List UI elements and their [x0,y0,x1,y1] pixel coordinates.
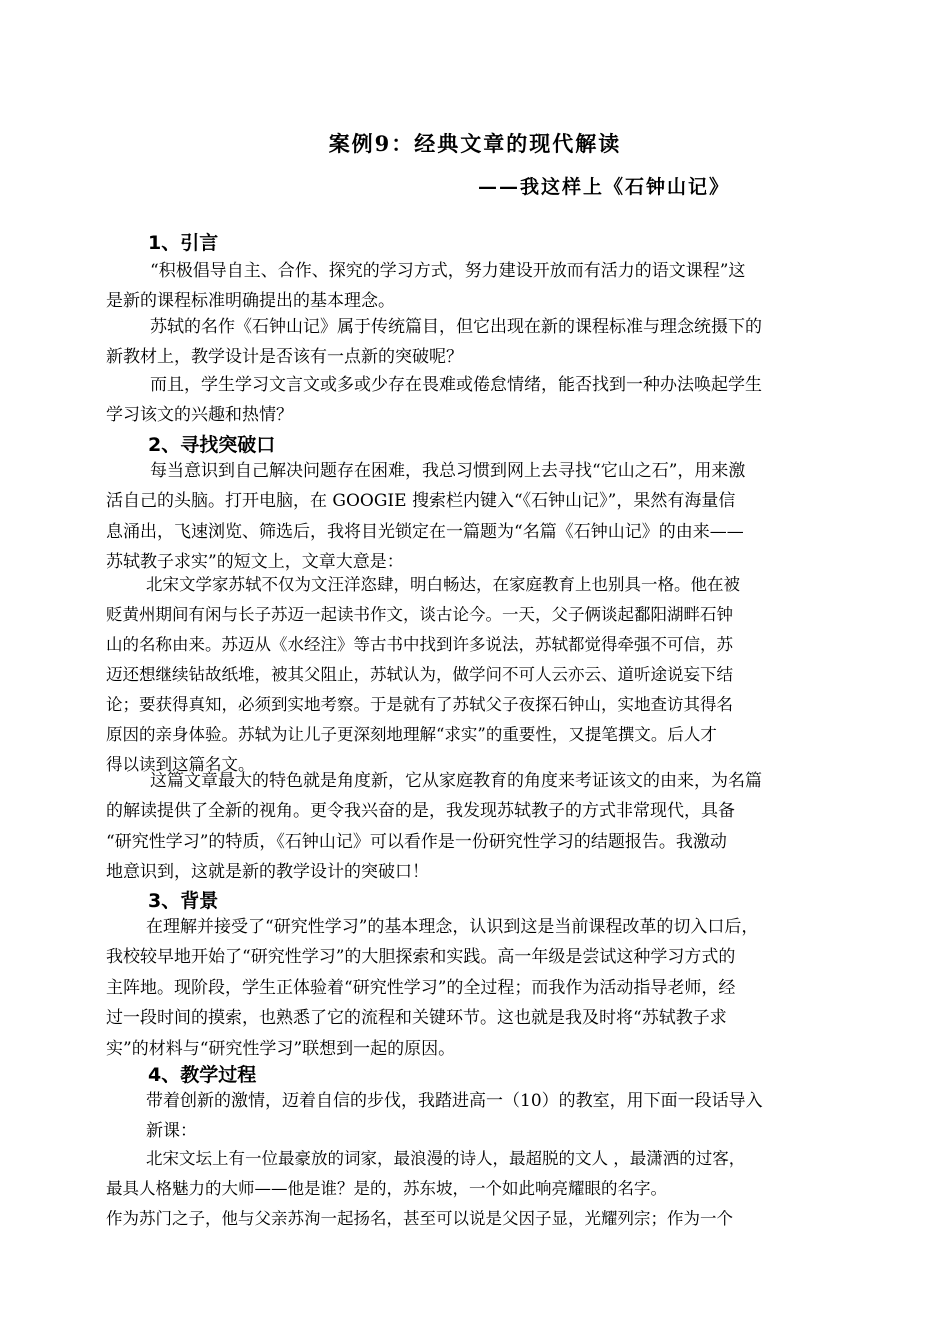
text-line: 新课： [146,1121,197,1142]
text-line: 我校较早地开始了“研究性学习”的大胆探索和实践。高一年级是尝试这种学习方式的 [106,947,736,968]
section-heading-breakthrough: 2、寻找突破口 [148,434,276,456]
text-line: 的解读提供了全新的视角。更令我兴奋的是，我发现苏轼教子的方式非常现代，具备 [106,801,735,822]
section-heading-teaching-process: 4、教学过程 [148,1064,257,1086]
text-line: 迈还想继续钻故纸堆，被其父阻止，苏轼认为，做学问不可人云亦云、道听途说妄下结 [106,665,733,684]
text-line: 而且，学生学习文言文或多或少存在畏难或倦怠情绪，能否找到一种办法唤起学生 [150,375,762,395]
section-heading-introduction: 1、引言 [148,232,219,254]
text-line: 苏轼教子求实”的短文上，文章大意是： [106,552,404,573]
document-subtitle: ——我这样上《石钟山记》 [478,176,731,198]
text-line: 实”的材料与“研究性学习”联想到一起的原因。 [106,1038,456,1059]
text-line: 活自己的头脑。打开电脑，在 GOOGIE 搜索栏内键入“《石钟山记》”，果然有海量信 [106,491,736,512]
text-line: 北宋文学家苏轼不仅为文汪洋恣肆，明白畅达，在家庭教育上也别具一格。他在被 [146,575,740,594]
text-line: “积极倡导自主、合作、探究的学习方式，努力建设开放而有活力的语文课程”这 [150,261,746,281]
quoted-summary [106,570,740,780]
text-line: 这篇文章最大的特色就是角度新，它从家庭教育的角度来考证该文的由来，为名篇 [150,771,762,791]
text-line: 新教材上，教学设计是否该有一点新的突破呢？ [106,347,463,368]
text-line: 北宋文坛上有一位最豪放的词家，最浪漫的诗人，最超脱的文人 ，最潇洒的过客， [146,1149,746,1168]
text-line: 苏轼的名作《石钟山记》属于传统篇目，但它出现在新的课程标准与理念统摄下的 [150,317,762,337]
text-line: 息涌出，飞速浏览、筛选后，我将目光锁定在一篇题为“名篇《石钟山记》的由来—— [106,521,744,542]
text-line: 论；要获得真知，必须到实地考察。于是就有了苏轼父子夜探石钟山，实地查访其得名 [106,695,733,714]
section-heading-background: 3、背景 [148,890,219,912]
text-line: 每当意识到自己解决问题存在困难，我总习惯到网上去寻找“它山之石”，用来激 [150,461,746,481]
text-line: 原因的亲身体验。苏轼为让儿子更深刻地理解“求实”的重要性，又提笔撰文。后人才 [106,725,717,744]
text-line: 过一段时间的摸索，也熟悉了它的流程和关键环节。这也就是我及时将“苏轼教子求 [106,1008,727,1029]
paragraph [106,256,745,317]
paragraph [106,456,745,578]
text-line: 最具人格魅力的大师——他是谁？是的，苏东坡，一个如此响亮耀眼的名字。 [106,1179,667,1198]
text-line: 山的名称由来。苏迈从《水经注》等古书中找到许多说法，苏轼都觉得牵强不可信，苏 [106,635,733,654]
document-title: 案例9：经典文章的现代解读 [328,131,622,156]
text-line: 得以读到这篇名文。 [106,755,255,774]
text-line: 地意识到，这就是新的教学设计的突破口！ [106,862,429,883]
paragraph [146,1086,763,1147]
lesson-introduction-quote [106,1144,745,1234]
text-line: 主阵地。现阶段，学生正体验着“研究性学习”的全过程；而我作为活动指导老师，经 [106,977,736,998]
text-line: “研究性学习”的特质，《石钟山记》可以看作是一份研究性学习的结题报告。我激动 [106,831,727,852]
text-line: 学习该文的兴趣和热情？ [106,405,293,426]
text-line: 是新的课程标准明确提出的基本理念。 [106,291,395,312]
paragraph [106,912,758,1064]
text-line: 作为苏门之子，他与父亲苏洵一起扬名，甚至可以说是父因子显，光耀列宗；作为一个 [106,1209,733,1228]
paragraph [106,370,762,431]
text-line: 在理解并接受了“研究性学习”的基本理念，认识到这是当前课程改革的切入口后， [146,917,759,937]
paragraph [106,766,762,888]
text-line: 带着创新的激情，迈着自信的步伐，我踏进高一（10）的教室，用下面一段话导入 [146,1091,763,1111]
paragraph [106,312,762,373]
text-line: 贬黄州期间有闲与长子苏迈一起读书作文，谈古论今。一天，父子俩谈起鄱阳湖畔石钟 [106,605,733,624]
